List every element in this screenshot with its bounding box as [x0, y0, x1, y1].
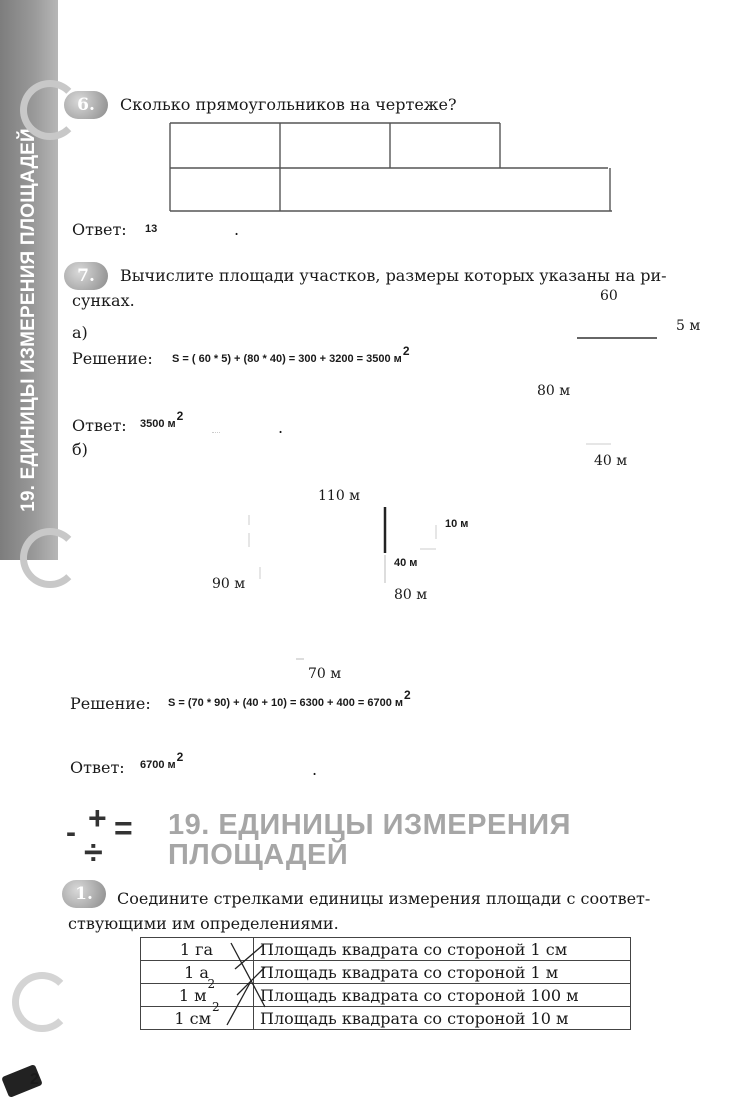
dimension-label: 5 м: [676, 318, 701, 334]
dimension-label: 40 м: [394, 557, 418, 569]
task-number-badge: 1.: [62, 880, 106, 908]
answer-label: Ответ:: [72, 220, 127, 239]
rectangles-drawing: [160, 118, 620, 218]
decorative-ring-icon: [12, 972, 72, 1032]
answer-value: 3500 м2: [140, 409, 184, 430]
connection-line: [231, 943, 265, 1007]
math-symbols-icon: - + = ÷: [66, 800, 133, 872]
part-label: а): [72, 323, 88, 342]
answer-end-dot: .: [312, 760, 318, 779]
unit-cell: 1 га: [141, 938, 254, 961]
definition-cell: Площадь квадрата со стороной 1 м: [254, 961, 631, 984]
section-title: 19. ЕДИНИЦЫ ИЗМЕРЕНИЯ: [168, 809, 571, 841]
figure-line: [295, 655, 307, 663]
task-question-continued: сунках.: [72, 291, 135, 310]
definition-cell: Площадь квадрата со стороной 1 см: [254, 938, 631, 961]
answer-end-dot: .: [278, 418, 284, 437]
unit-cell: 1 $см^2$: [141, 1007, 254, 1030]
task-number-badge: 6.: [64, 91, 108, 119]
connection-lines: [215, 937, 275, 1037]
unit-cell: 1 $м^2$: [141, 984, 254, 1007]
solution-text: S = (70 * 90) + (40 + 10) = 6300 + 400 = 6700 м2: [168, 688, 411, 709]
section-title-continued: ПЛОЩАДЕЙ: [168, 839, 349, 871]
units-table: [140, 937, 631, 1030]
table-row: [141, 938, 631, 961]
connection-line: [235, 945, 263, 969]
decorative-ring-icon: [20, 528, 80, 588]
task-question-continued: ствующими им определениями.: [68, 914, 339, 933]
task-question: Соедините стрелками единицы измерения площади с соответ-: [117, 889, 651, 908]
figure-lines: [240, 505, 460, 600]
answer-value: 6700 м2: [140, 750, 184, 771]
dimension-label: 110 м: [318, 488, 361, 504]
table-row: [141, 1007, 631, 1030]
dimension-label: 90 м: [212, 576, 246, 592]
dimension-label: 60: [600, 288, 618, 304]
definition-cell: Площадь квадрата со стороной 10 м: [254, 1007, 631, 1030]
answer-label: Ответ:: [72, 416, 127, 435]
definition-cell: Площадь квадрата со стороной 100 м: [254, 984, 631, 1007]
part-label: б): [72, 440, 88, 459]
task-number-badge: 7.: [64, 262, 108, 290]
answer-label: Ответ:: [70, 758, 125, 777]
solution-text: S = ( 60 * 5) + (80 * 40) = 300 + 3200 = 3500 м2: [172, 344, 410, 365]
solution-label: Решение:: [72, 349, 153, 368]
unit-cell: 1 а: [141, 961, 254, 984]
answer-value: 13: [145, 223, 158, 235]
answer-end-dot: .: [234, 220, 240, 239]
task-question: Вычислите площади участков, размеры которых указаны на ри-: [120, 266, 667, 285]
connection-line: [227, 981, 251, 1025]
task-question: Сколько прямоугольников на чертеже?: [120, 95, 457, 114]
dimension-label: 80 м: [394, 587, 428, 603]
dimension-label: 80 м: [537, 383, 571, 399]
answer-underline: [212, 432, 220, 433]
figure-line: [585, 440, 615, 448]
solution-label: Решение:: [70, 694, 151, 713]
units-table-wrapper: [140, 937, 631, 1030]
figure-line: [575, 332, 665, 344]
page-number: 2: [30, 1071, 39, 1088]
dimension-label: 10 м: [445, 518, 469, 530]
dimension-label: 70 м: [308, 666, 342, 682]
dimension-label: 40 м: [594, 453, 628, 469]
